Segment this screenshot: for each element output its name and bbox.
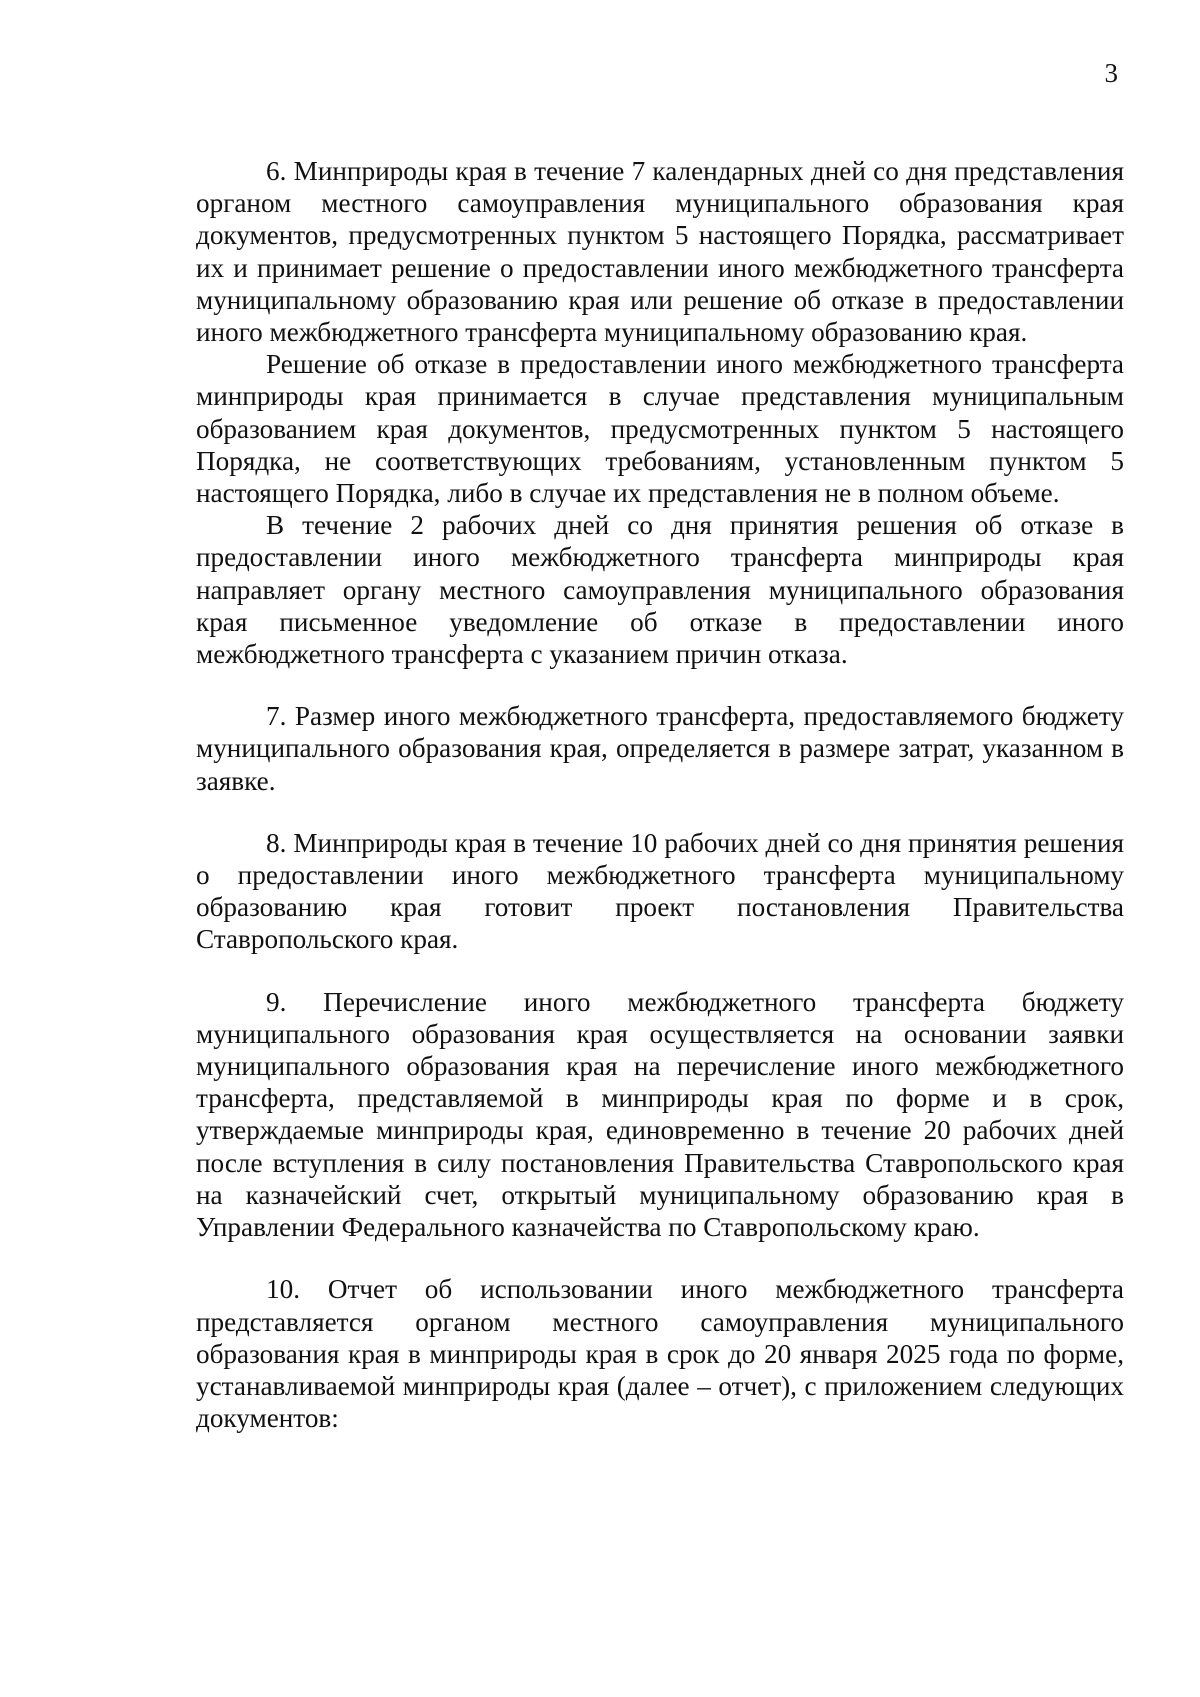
document-body xyxy=(196,155,1124,1434)
paragraph-10-usage-report: 10. Отчет об использовании иного межбюджетного трансферта представляется органом местного самоуправления муниципального образования края в минприроды края в срок до 20 января 2025 года по форме, устанавливаемой минприроды края (далее – отчет), с приложением следующих документов: xyxy=(196,1274,1124,1434)
paragraph-7-transfer-amount: 7. Размер иного межбюджетного трансферта, предоставляемого бюджету муниципального образования края, определяется в размере затрат, указанном в заявке. xyxy=(196,701,1124,796)
paragraph-6-refusal-notice: В течение 2 рабочих дней со дня принятия решения об отказе в предоставлении иного межбюджетного трансферта минприроды края направляет органу местного самоуправления муниципального образования края письменное уведомление об отказе в предоставлении иного межбюджетного трансферта с указанием причин отказа. xyxy=(196,510,1124,670)
paragraph-6-decision: 6. Минприроды края в течение 7 календарных дней со дня представления органом местного самоуправления муниципального образования края документов, предусмотренных пунктом 5 настоящего Порядка, рассматривает их и принимает решение о предоставлении иного межбюджетного трансферта муниципальному образованию края или решение об отказе в предоставлении иного межбюджетного трансферта муниципальному образованию края. xyxy=(196,156,1124,348)
page-number: 3 xyxy=(1104,58,1118,88)
paragraph-8-draft-resolution: 8. Минприроды края в течение 10 рабочих дней со дня принятия решения о предоставлении иного межбюджетного трансферта муниципальному образованию края готовит проект постановления Правительства Ставропольского края. xyxy=(196,827,1124,955)
paragraph-6-refusal-grounds: Решение об отказе в предоставлении иного межбюджетного трансферта минприроды края принимается в случае представления муниципальным образованием края документов, предусмотренных пунктом 5 настоящего Порядка, не соответствующих требованиям, установленным пунктом 5 настоящего Порядка, либо в случае их представления не в полном объеме. xyxy=(196,349,1124,509)
paragraph-9-transfer-payment: 9. Перечисление иного межбюджетного трансферта бюджету муниципального образования края осуществляется на основании заявки муниципального образования края на перечисление иного межбюджетного трансферта, представляемой в минприроды края по форме и в срок, утверждаемые минприроды края, единовременно в течение 20 рабочих дней после вступления в силу постановления Правительства Ставропольского края на казначейский счет, открытый муниципальному образованию края в Управлении Федерального казначейства по Ставропольскому краю. xyxy=(196,986,1124,1243)
